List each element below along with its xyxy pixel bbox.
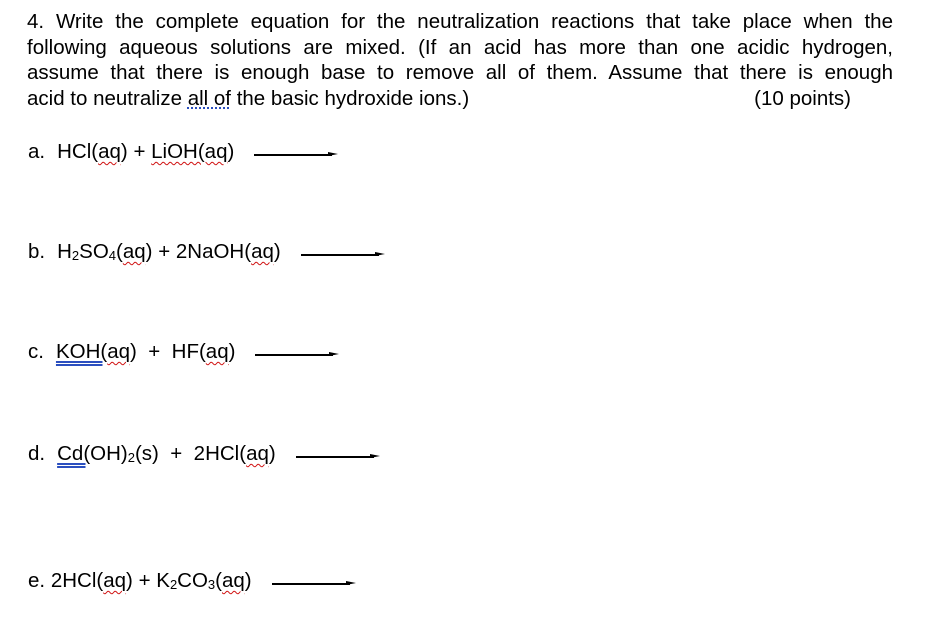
- plus-sign: +: [170, 442, 183, 465]
- reactant-2: LiOH(aq): [151, 140, 235, 163]
- reactant-1: $Cd(OH)_2(s)$: [57, 442, 159, 465]
- reaction-d: [28, 442, 380, 466]
- reactant-1: KOH(aq): [55, 340, 137, 363]
- reaction-label: e.: [28, 569, 46, 592]
- plus-sign: +: [138, 569, 151, 592]
- reaction-arrow-icon: [254, 151, 338, 159]
- reaction-a: [28, 140, 338, 164]
- reaction-b: [28, 240, 385, 264]
- question-line-2: following aqueous solutions are mixed. (If an acid has more than one acidic hydrogen,: [27, 35, 893, 59]
- reaction-label: c.: [28, 340, 44, 363]
- state-aq: aq: [246, 442, 269, 465]
- state-aq: aq: [251, 240, 274, 263]
- state-aq: aq: [107, 340, 131, 363]
- reaction-label: d.: [28, 442, 46, 465]
- reaction-label: b.: [28, 240, 46, 263]
- plus-sign: +: [133, 140, 146, 163]
- reaction-c: [28, 340, 339, 364]
- grammar-flagged-text: all of: [187, 86, 231, 110]
- question-line-1: 4. Write the complete equation for the neutralization reactions that take place when the: [27, 10, 893, 33]
- state-aq: aq: [221, 569, 245, 592]
- reactant-1: $H_2SO_4(aq)$: [57, 240, 153, 263]
- question-line-4-pre: acid to neutralize: [27, 86, 188, 110]
- reaction-e: [28, 569, 356, 593]
- reactant-1: HCl(aq): [57, 140, 128, 163]
- reaction-arrow-icon: [301, 251, 385, 259]
- reactant-2: HF(aq): [171, 340, 236, 363]
- reaction-arrow-icon: [296, 453, 380, 461]
- reaction-arrow-icon: [255, 351, 339, 359]
- reactant-2: 2NaOH(aq): [175, 240, 281, 263]
- reaction-label: a.: [28, 140, 46, 163]
- reactant-2: 2HCl(aq): [193, 442, 276, 465]
- reactant-2: $K_2CO_3(aq)$: [156, 569, 252, 592]
- question-line-3: assume that there is enough base to remove all of them. Assume that there is enough: [27, 61, 893, 84]
- reactant-1: 2HCl(aq): [50, 569, 133, 592]
- question-line-4: [27, 86, 893, 112]
- state-aq: aq: [122, 240, 146, 263]
- plus-sign: +: [158, 240, 171, 263]
- reaction-arrow-icon: [272, 580, 356, 588]
- question-line-4-post: the basic hydroxide ions.): [231, 86, 470, 110]
- state-aq: aq: [103, 569, 127, 592]
- state-aq: aq: [205, 340, 229, 363]
- question-line-4-text: [27, 86, 469, 112]
- plus-sign: +: [148, 340, 161, 363]
- state-aq: aq: [98, 140, 121, 163]
- points-value: (10 points): [754, 86, 851, 110]
- question-prompt: [27, 9, 893, 111]
